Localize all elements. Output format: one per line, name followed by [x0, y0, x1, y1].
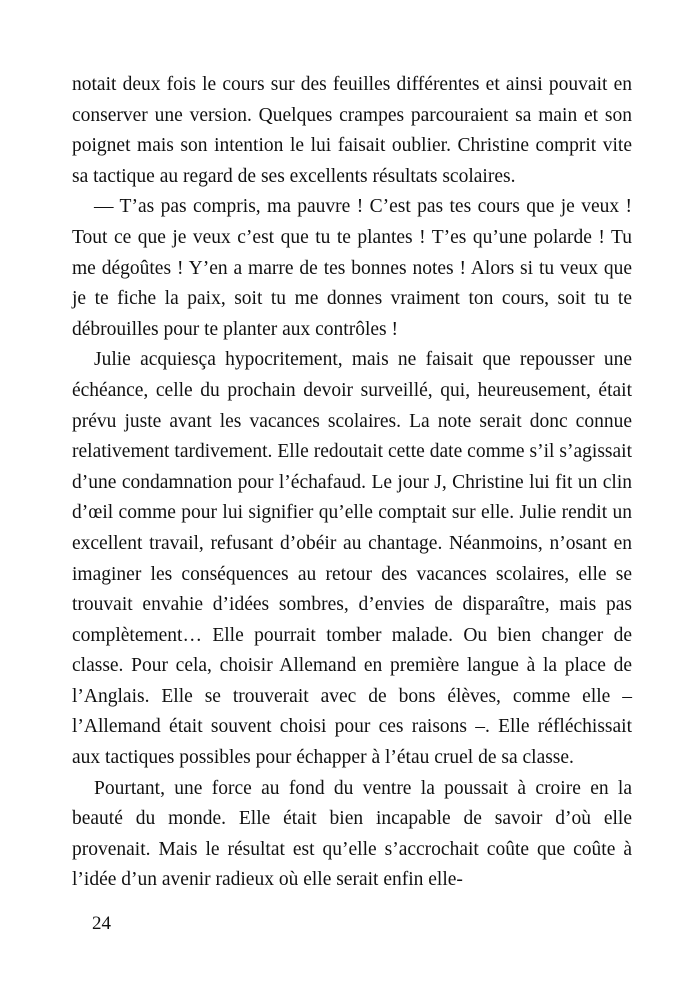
paragraph-dialogue: — T’as pas compris, ma pauvre ! C’est pas tes cours que je veux ! Tout ce que je veux c’est que tu te plantes ! T’es qu’une polarde ! Tu me dégoûtes ! Y’en a marre de tes bonnes notes ! Alors si tu veux que je te fiche la paix, soit tu me donnes vraiment ton cours, soit tu te débrouilles pour te planter aux contrôles !: [72, 196, 632, 340]
paragraph-julie: Julie acquiesça hypocritement, mais ne faisait que repousser une échéance, celle du prochain devoir surveillé, qui, heureusement, était prévu juste avant les vacances scolaires. La note serait donc connue relativement tardivement. Elle redoutait cette date comme s’il s’agissait d’une condamnation pour l’échafaud. Le jour J, Christine lui fit un clin d’œil comme pour lui signifier qu’elle comptait sur elle. Julie rendit un excellent travail, refusant d’obéir au chantage. Néanmoins, n’osant en imaginer les conséquences au retour des vacances scolaires, elle se trouvait envahie d’idées sombres, d’envies de disparaître, mais pas complètement… Elle pourrait tomber malade. Ou bien changer de classe. Pour cela, choisir Allemand en première langue à la place de l’Anglais. Elle se trouverait avec de bons élèves, comme elle – l’Allemand était souvent choisi pour ces raisons –. Elle réfléchissait aux tactiques possibles pour échapper à l’étau cruel de sa classe.: [72, 349, 632, 769]
body-text: [72, 70, 632, 896]
page-number: 24: [92, 913, 111, 934]
paragraph-continuation: notait deux fois le cours sur des feuilles différentes et ainsi pouvait en conserver une version. Quelques crampes parcouraient sa main et son poignet mais son intention le lui faisait oublier. Christine comprit vite sa tactique au regard de ses excellents résultats scolaires.: [72, 74, 632, 187]
paragraph-pourtant: Pourtant, une force au fond du ventre la poussait à croire en la beauté du monde. Elle était bien incapable de savoir d’où elle provenait. Mais le résultat est qu’elle s’accrochait coûte que coûte à l’idée d’un avenir radieux où elle serait enfin elle-: [72, 777, 632, 891]
